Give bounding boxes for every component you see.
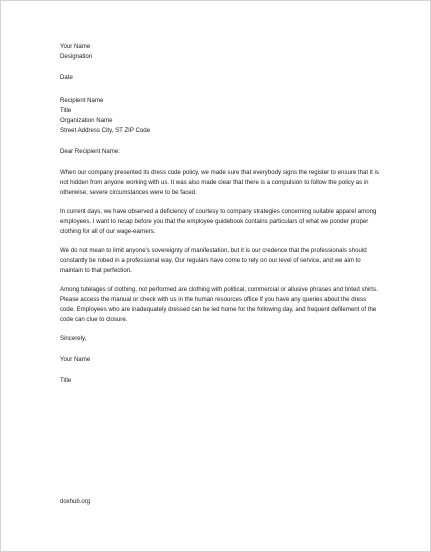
recipient-name: Recipient Name	[60, 97, 104, 104]
closing-name: Your Name	[60, 356, 91, 363]
recipient-title: Title	[60, 107, 72, 114]
recipient-organization: Organization Name	[60, 117, 113, 124]
paragraph-3: We do not mean to limit anyone's sovereignty of manifestation, but it is our credence that the professionals should constantly be robed in a professional way. Our regulars have come to rely on our level of service, and we aim to maintain to that perfection.	[60, 247, 367, 274]
paragraph-1: When our company presented its dress code policy, we made sure that everybody signs the register to ensure that it is not hidden from anyone working with us. It was also made clear that there is a compulsion to follow the policy as in otherwise; severe circumstances were to be faced.	[60, 169, 379, 196]
paragraph-2: In current days, we have observed a deficiency of courtesy to company strategies concerning suitable apparel among employees. I want to recap before you that the employee guidebook contains particulars of what we ponder proper clothing for all of our wage-earners.	[60, 208, 377, 235]
sender-name: Your Name	[60, 43, 91, 50]
closing-sign-off: Sincerely,	[60, 335, 87, 342]
closing-title: Title	[60, 377, 72, 384]
letter-body	[60, 42, 380, 386]
paragraph-4: Among tutelages of clothing, not performed are clothing with political, commercial or allusive phrases and tinted shirts. Please access the manual or check with us in the human resources office if you have any queries about the dress code. Employees who are inadequately dressed can be led home for the following day, and frequent defilement of the code can clue to closure.	[60, 286, 378, 323]
recipient-address: Street Address City, ST ZIP Code	[60, 127, 151, 134]
sender-designation: Designation	[60, 53, 93, 60]
letter-date: Date	[60, 74, 73, 81]
salutation: Dear Recipient Name:	[60, 148, 120, 155]
footer-source: doxhub.org	[60, 499, 91, 505]
